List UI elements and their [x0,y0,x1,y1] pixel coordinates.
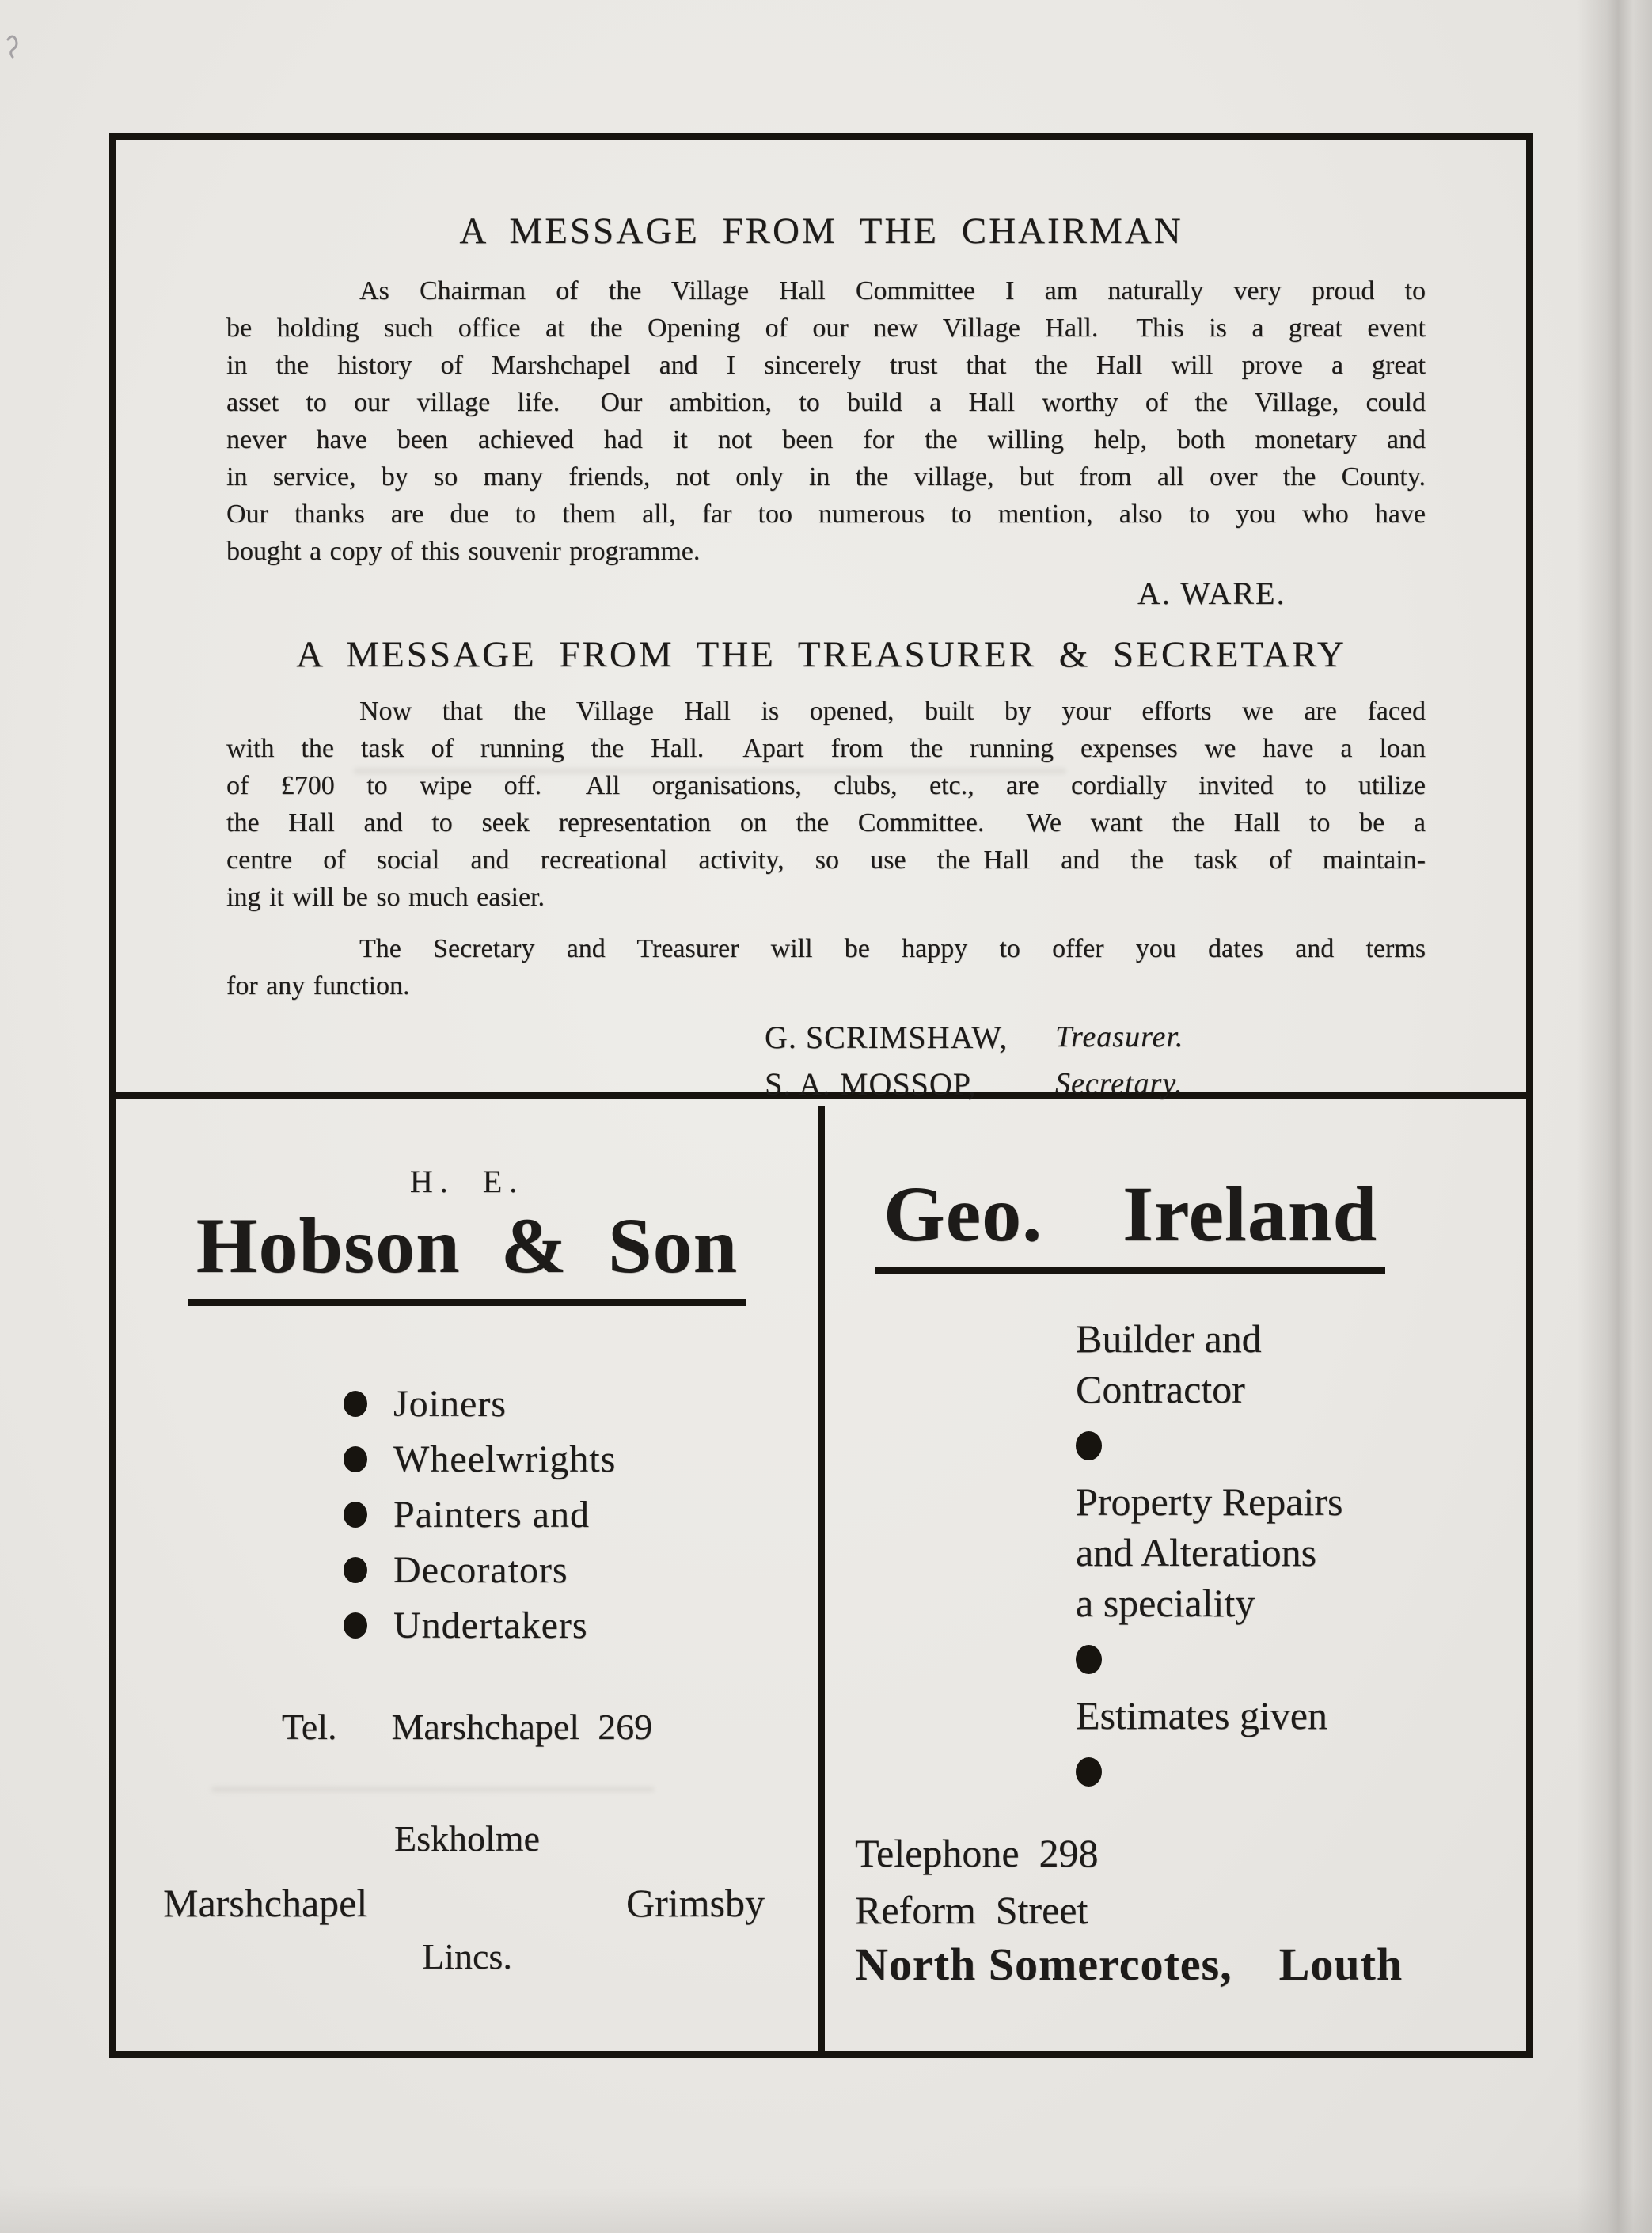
service-label: Property Repairs [1076,1479,1343,1524]
advert-geo-ireland [825,1106,1527,2051]
chairman-message-body [226,272,1426,570]
bullet-icon [344,1502,367,1528]
hobson-telephone: Tel. Marshchapel 269 [281,1707,653,1747]
treasurer-signature-name: G. SCRIMSHAW, [765,1020,1008,1055]
page-edge-shadow-right [1577,0,1652,2233]
treasurer-message-closing [226,930,1426,1004]
bullet-icon [344,1557,367,1583]
messages-section [116,140,1526,1102]
service-label: and Alterations [1076,1530,1317,1574]
paragraph-line: centre of social and recreational activity, so use the Hall and the task of maintain- [226,845,1426,875]
ireland-business-name: Geo. Ireland [875,1174,1385,1274]
paragraph-line: bought a copy of this souvenir programme. [226,537,701,566]
list-item [344,1431,616,1487]
paragraph-line: The Secretary and Treasurer will be happy to offer you dates and terms [359,934,1426,963]
ireland-services-list [1076,1313,1342,1802]
paragraph-line: never have been achieved had it not been for the willing help, both monetary and [226,425,1426,454]
paragraph-line: in the history of Marshchapel and I sincerely trust that the Hall will prove a great [226,351,1426,380]
page-border-frame [109,133,1533,2058]
paragraph-line: for any function. [226,971,410,1001]
treasurer-message-body [226,693,1426,916]
list-separator [1076,1741,1342,1802]
paragraph-line: As Chairman of the Village Hall Committee I am naturally very proud to [359,276,1426,306]
hobson-services-list [344,1376,616,1653]
bullet-icon [1076,1431,1102,1460]
paragraph-line: ing it will be so much easier. [226,883,545,912]
hobson-address-county: Lincs. [422,1936,512,1977]
chairman-signature: A. WARE. [1137,575,1286,611]
hobson-address-city: Grimsby [626,1881,765,1925]
secretary-signature-name: S. A. MOSSOP, [765,1066,977,1102]
secretary-signature-title: Secretary. [1055,1067,1183,1100]
hobson-initials: H. E. [409,1164,525,1199]
treasurer-signature-title: Treasurer. [1055,1020,1184,1054]
ireland-telephone: Telephone 298 [855,1831,1099,1875]
officer-signatures [116,1022,1526,1103]
service-label: a speciality [1076,1581,1255,1625]
list-item [344,1542,616,1597]
bullet-icon [344,1446,367,1472]
paragraph-line: Our thanks are due to them all, far too numerous to mention, also to you who have [226,499,1426,529]
service-label: Decorators [393,1548,568,1591]
advert-column-divider [818,1106,825,2051]
service-label: Contractor [1076,1367,1245,1411]
service-label: Estimates given [1076,1693,1327,1737]
list-item [344,1487,616,1542]
bullet-icon [344,1391,367,1417]
hobson-business-name: Hobson & Son [188,1206,746,1306]
chairman-message-heading: A MESSAGE FROM THE CHAIRMAN [459,211,1183,252]
list-separator [1076,1628,1342,1690]
paragraph-line: of £700 to wipe off. All organisations, clubs, etc., are cordially invited to utilize [226,771,1426,800]
page-edge-shadow-bottom [0,2186,1652,2233]
ireland-address-town: North Somercotes, Louth [855,1939,1403,1990]
advertisements-section [116,1106,1527,2051]
hobson-address-town: Marshchapel [163,1881,368,1925]
service-label: Joiners [393,1382,507,1425]
service-label: Wheelwrights [393,1437,617,1480]
ireland-address-street: Reform Street [855,1888,1088,1932]
service-label: Builder and [1076,1316,1262,1361]
bullet-icon [1076,1645,1102,1674]
service-label: Painters and [393,1493,590,1536]
paragraph-line: the Hall and to seek representation on the Committee. We want the Hall to be a [226,808,1426,837]
paragraph-line: in service, by so many friends, not only in the village, but from all over the County. [226,462,1426,492]
pencil-mark-artifact [5,32,35,65]
advert-hobson-and-son [116,1106,818,2051]
hobson-address-towns [116,1883,818,1923]
paragraph-line: with the task of running the Hall. Apart from the running expenses we have a loan [226,734,1426,763]
paragraph-line: be holding such office at the Opening of our new Village Hall. This is a great event [226,313,1426,343]
treasurer-signature [765,1022,1526,1057]
treasurer-message-heading: A MESSAGE FROM THE TREASURER & SECRETARY [296,634,1346,675]
paragraph-line: asset to our village life. Our ambition, to build a Hall worthy of the Village, could [226,388,1426,417]
print-bleed-artifact [211,1787,655,1792]
service-label: Undertakers [393,1604,588,1646]
secretary-signature [765,1066,1526,1103]
list-separator [1076,1415,1342,1476]
list-item [344,1376,616,1431]
hobson-address-house: Eskholme [394,1818,540,1859]
bullet-icon [1076,1757,1102,1787]
paragraph-line: Now that the Village Hall is opened, built by your efforts we are faced [359,697,1426,726]
print-bleed-artifact [354,768,1066,774]
ireland-contact-block [855,1825,1403,1991]
bullet-icon [344,1612,367,1639]
list-item [344,1597,616,1653]
